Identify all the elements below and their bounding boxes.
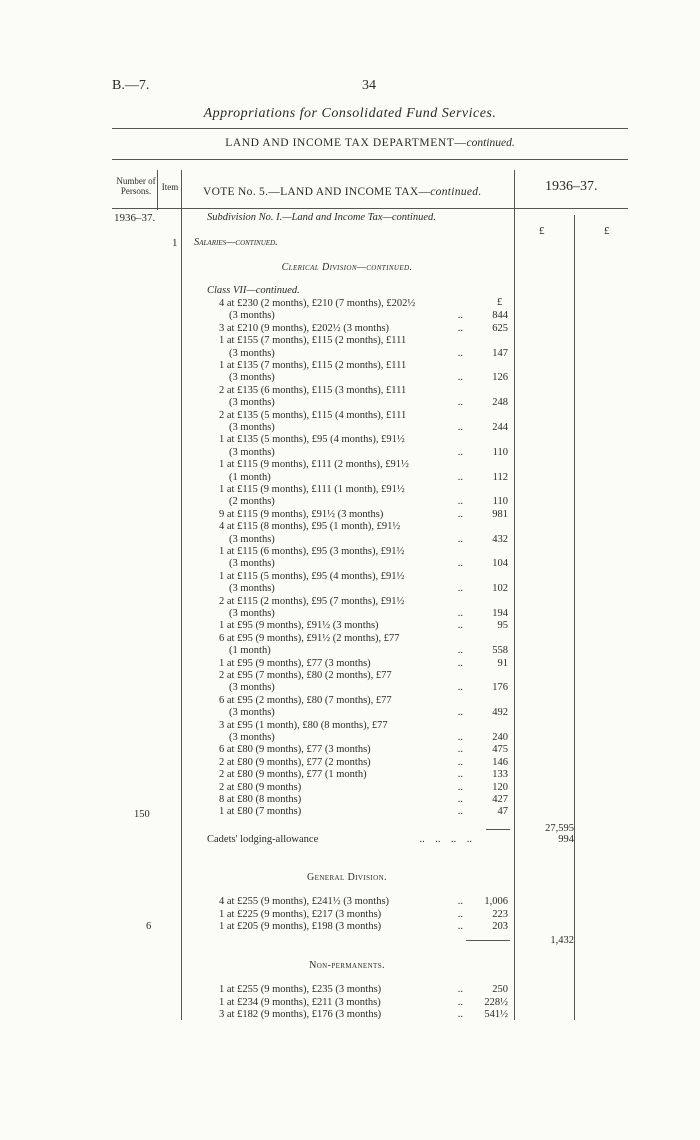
general-total: 1,432 bbox=[550, 935, 574, 946]
general-line-amount: 1,006 bbox=[484, 896, 508, 907]
clerical-line-amount: 427 bbox=[492, 794, 508, 805]
clerical-line-text: 1 at £95 (9 months), £91½ (3 months) bbox=[219, 620, 379, 632]
clerical-line-amount: 244 bbox=[492, 422, 508, 433]
non-permanents-heading: Non-permanents. bbox=[309, 960, 385, 971]
non-permanent-line-amount: 541½ bbox=[484, 1009, 508, 1020]
cadets-amount: 994 bbox=[558, 834, 574, 845]
clerical-line-text: (3 months) bbox=[229, 446, 275, 458]
clerical-line-text: 4 at £230 (2 months), £210 (7 months), £202½ bbox=[219, 298, 416, 309]
clerical-line-text: 1 at £135 (5 months), £95 (4 months), £91½ bbox=[219, 434, 405, 446]
class-heading: Class VII—continued. bbox=[207, 285, 300, 296]
clerical-line-text: (3 months) bbox=[229, 310, 275, 322]
clerical-line-text: 1 at £135 (7 months), £115 (2 months), £111 bbox=[219, 360, 407, 371]
currency-symbol-col2: £ bbox=[604, 225, 610, 237]
page-reference: B.—7. bbox=[112, 78, 150, 93]
leader-dots: .. bbox=[457, 781, 463, 793]
clerical-line-amount: 625 bbox=[492, 322, 508, 334]
department-heading: LAND AND INCOME TAX DEPARTMENT—continued. bbox=[225, 137, 515, 149]
clerical-line-text: 2 at £80 (9 months), £77 (1 month) bbox=[219, 769, 367, 781]
clerical-line-amount: 432 bbox=[492, 533, 508, 545]
clerical-line-amount: 47 bbox=[497, 806, 508, 818]
clerical-line-text: (1 month) bbox=[229, 471, 271, 483]
clerical-line-amount: 95 bbox=[497, 620, 508, 632]
general-division-heading: General Division. bbox=[307, 872, 387, 883]
clerical-total: 27,595 bbox=[545, 823, 574, 834]
leader-dots: .. bbox=[457, 806, 463, 818]
leader-dots: .. bbox=[457, 769, 463, 781]
clerical-line-amount: 981 bbox=[492, 508, 508, 520]
amount-split-divider bbox=[574, 215, 575, 1020]
general-persons-count: 6 bbox=[146, 921, 152, 932]
clerical-line-text: 6 at £95 (2 months), £80 (7 months), £77 bbox=[219, 694, 392, 706]
persons-column-header: Number of Persons. bbox=[116, 176, 156, 196]
leader-dots: .. bbox=[457, 496, 463, 508]
clerical-line-text: 1 at £115 (5 months), £95 (4 months), £91½ bbox=[219, 570, 405, 582]
clerical-line-amount: 176 bbox=[492, 682, 508, 694]
general-subtotal-rule bbox=[466, 940, 510, 941]
item-text-divider bbox=[181, 170, 182, 1020]
leader-dots: .. bbox=[457, 620, 463, 632]
general-line-text: 1 at £225 (9 months), £217 (3 months) bbox=[219, 908, 382, 920]
clerical-line-text: (3 months) bbox=[229, 533, 275, 545]
clerical-line-text: (3 months) bbox=[229, 397, 275, 409]
clerical-line-text: (3 months) bbox=[229, 608, 275, 619]
year-column-header: 1936–37. bbox=[545, 179, 598, 194]
leader-dots: .. bbox=[457, 744, 463, 756]
general-line-text: 1 at £205 (9 months), £198 (3 months) bbox=[219, 921, 382, 932]
clerical-line-amount: 133 bbox=[492, 769, 508, 781]
clerical-line-amount: 110 bbox=[492, 446, 508, 458]
clerical-line-text: 2 at £80 (9 months), £77 (2 months) bbox=[219, 756, 371, 768]
general-line-amount: 223 bbox=[492, 908, 508, 920]
column-header-rule bbox=[112, 208, 628, 209]
leader-dots: .. bbox=[457, 583, 463, 595]
clerical-line-amount: 492 bbox=[492, 707, 508, 719]
salaries-heading: Salaries—continued. bbox=[194, 237, 278, 248]
subdivision-title: Subdivision No. I.—Land and Income Tax—continued. bbox=[207, 212, 436, 223]
leader-dots: .. bbox=[457, 921, 463, 932]
clerical-line-amount: 91 bbox=[497, 657, 508, 669]
leader-dots: .. bbox=[457, 984, 463, 995]
clerical-line-text: (3 months) bbox=[229, 707, 275, 719]
clerical-line-text: 1 at £115 (6 months), £95 (3 months), £91½ bbox=[219, 546, 405, 557]
clerical-line-text: (3 months) bbox=[229, 583, 275, 595]
general-line-text: 4 at £255 (9 months), £241½ (3 months) bbox=[219, 896, 390, 907]
clerical-line-text: (3 months) bbox=[229, 422, 275, 433]
leader-dots: .. bbox=[457, 322, 463, 334]
non-permanent-line-text: 1 at £255 (9 months), £235 (3 months) bbox=[219, 984, 382, 995]
leader-dots: .. bbox=[457, 657, 463, 669]
clerical-line-amount: 146 bbox=[492, 756, 508, 768]
page-number: 34 bbox=[362, 78, 376, 93]
clerical-line-text: (3 months) bbox=[229, 558, 275, 570]
leader-dots: .. bbox=[457, 347, 463, 359]
persons-item-divider bbox=[157, 170, 158, 210]
clerical-division-heading: Clerical Division—continued. bbox=[281, 262, 413, 273]
header-rule bbox=[112, 128, 628, 129]
left-year: 1936–37. bbox=[114, 212, 156, 224]
leader-dots: .. bbox=[457, 397, 463, 409]
clerical-line-text: 2 at £135 (5 months), £115 (4 months), £111 bbox=[219, 409, 407, 421]
leader-dots: .. bbox=[457, 533, 463, 545]
non-permanent-line-amount: 250 bbox=[492, 984, 508, 995]
clerical-line-text: 6 at £95 (9 months), £91½ (2 months), £77 bbox=[219, 632, 400, 644]
text-amount-divider bbox=[514, 170, 515, 1020]
clerical-line-text: 2 at £95 (7 months), £80 (2 months), £77 bbox=[219, 670, 392, 681]
leader-dots: .. bbox=[457, 310, 463, 322]
clerical-line-text: (3 months) bbox=[229, 682, 275, 694]
clerical-line-amount: 844 bbox=[492, 310, 508, 322]
clerical-line-text: 6 at £80 (9 months), £77 (3 months) bbox=[219, 744, 371, 756]
clerical-line-text: (3 months) bbox=[229, 732, 275, 743]
non-permanent-line-text: 1 at £234 (9 months), £211 (3 months) bbox=[219, 996, 381, 1008]
clerical-line-amount: 475 bbox=[492, 744, 508, 756]
leader-dots: .. bbox=[457, 471, 463, 483]
clerical-line-text: 2 at £135 (6 months), £115 (3 months), £111 bbox=[219, 384, 407, 396]
clerical-line-amount: 104 bbox=[492, 558, 508, 570]
item-column-header: Item bbox=[161, 182, 179, 192]
cadets-label: Cadets' lodging-allowance bbox=[207, 834, 319, 845]
leader-dots: .. bbox=[457, 732, 463, 743]
leader-dots: .. .. .. .. bbox=[419, 834, 472, 845]
clerical-line-amount: 147 bbox=[492, 347, 508, 359]
leader-dots: .. bbox=[457, 996, 463, 1008]
clerical-persons-count: 150 bbox=[134, 809, 150, 820]
leader-dots: .. bbox=[457, 645, 463, 657]
item-number: 1 bbox=[172, 237, 178, 249]
leader-dots: .. bbox=[457, 1009, 463, 1020]
clerical-line-text: 8 at £80 (8 months) bbox=[219, 794, 302, 805]
clerical-line-text: 1 at £95 (9 months), £77 (3 months) bbox=[219, 657, 371, 669]
clerical-subtotal-rule bbox=[486, 829, 510, 830]
clerical-line-amount: 248 bbox=[492, 397, 508, 409]
clerical-line-text: 1 at £80 (7 months) bbox=[219, 806, 302, 818]
non-permanent-line-amount: 228½ bbox=[484, 996, 508, 1008]
leader-dots: .. bbox=[457, 558, 463, 570]
currency-symbol-col1: £ bbox=[539, 225, 545, 237]
non-permanent-line-text: 3 at £182 (9 months), £176 (3 months) bbox=[219, 1009, 382, 1020]
clerical-line-text: (2 months) bbox=[229, 496, 275, 508]
leader-dots: .. bbox=[457, 508, 463, 520]
clerical-line-amount: 110 bbox=[492, 496, 508, 508]
leader-dots: .. bbox=[457, 422, 463, 433]
leader-dots: .. bbox=[457, 682, 463, 694]
leader-dots: .. bbox=[457, 372, 463, 384]
page-title: Appropriations for Consolidated Fund Services. bbox=[203, 106, 497, 121]
clerical-line-amount: 558 bbox=[492, 645, 508, 657]
clerical-line-text: 2 at £80 (9 months) bbox=[219, 781, 302, 793]
vote-title: VOTE No. 5.—LAND AND INCOME TAX—continued. bbox=[203, 186, 482, 198]
clerical-line-text: 9 at £115 (9 months), £91½ (3 months) bbox=[219, 508, 384, 520]
clerical-line-amount: 102 bbox=[492, 583, 508, 595]
leader-dots: .. bbox=[457, 707, 463, 719]
leader-dots: .. bbox=[457, 794, 463, 805]
leader-dots: .. bbox=[457, 756, 463, 768]
clerical-line-text: (3 months) bbox=[229, 372, 275, 384]
department-rule bbox=[112, 159, 628, 160]
leader-dots: .. bbox=[457, 896, 463, 907]
clerical-line-text: 3 at £95 (1 month), £80 (8 months), £77 bbox=[219, 719, 388, 731]
clerical-line-amount: 240 bbox=[492, 732, 508, 743]
clerical-line-amount: 120 bbox=[492, 781, 508, 793]
clerical-line-text: 1 at £115 (9 months), £111 (1 month), £91½ bbox=[219, 484, 405, 495]
clerical-line-text: (3 months) bbox=[229, 347, 275, 359]
clerical-line-text: 3 at £210 (9 months), £202½ (3 months) bbox=[219, 322, 390, 334]
general-line-amount: 203 bbox=[492, 921, 508, 932]
currency-symbol-items: £ bbox=[497, 297, 503, 308]
leader-dots: .. bbox=[457, 908, 463, 920]
clerical-line-amount: 126 bbox=[492, 372, 508, 384]
leader-dots: .. bbox=[457, 608, 463, 619]
clerical-line-amount: 112 bbox=[492, 471, 508, 483]
clerical-line-text: (1 month) bbox=[229, 645, 271, 657]
clerical-line-text: 1 at £155 (7 months), £115 (2 months), £111 bbox=[219, 335, 407, 347]
leader-dots: .. bbox=[457, 446, 463, 458]
clerical-line-text: 2 at £115 (2 months), £95 (7 months), £91½ bbox=[219, 595, 405, 607]
clerical-line-text: 1 at £115 (9 months), £111 (2 months), £91½ bbox=[219, 459, 409, 471]
clerical-line-text: 4 at £115 (8 months), £95 (1 month), £91½ bbox=[219, 521, 401, 533]
clerical-line-amount: 194 bbox=[492, 608, 508, 619]
